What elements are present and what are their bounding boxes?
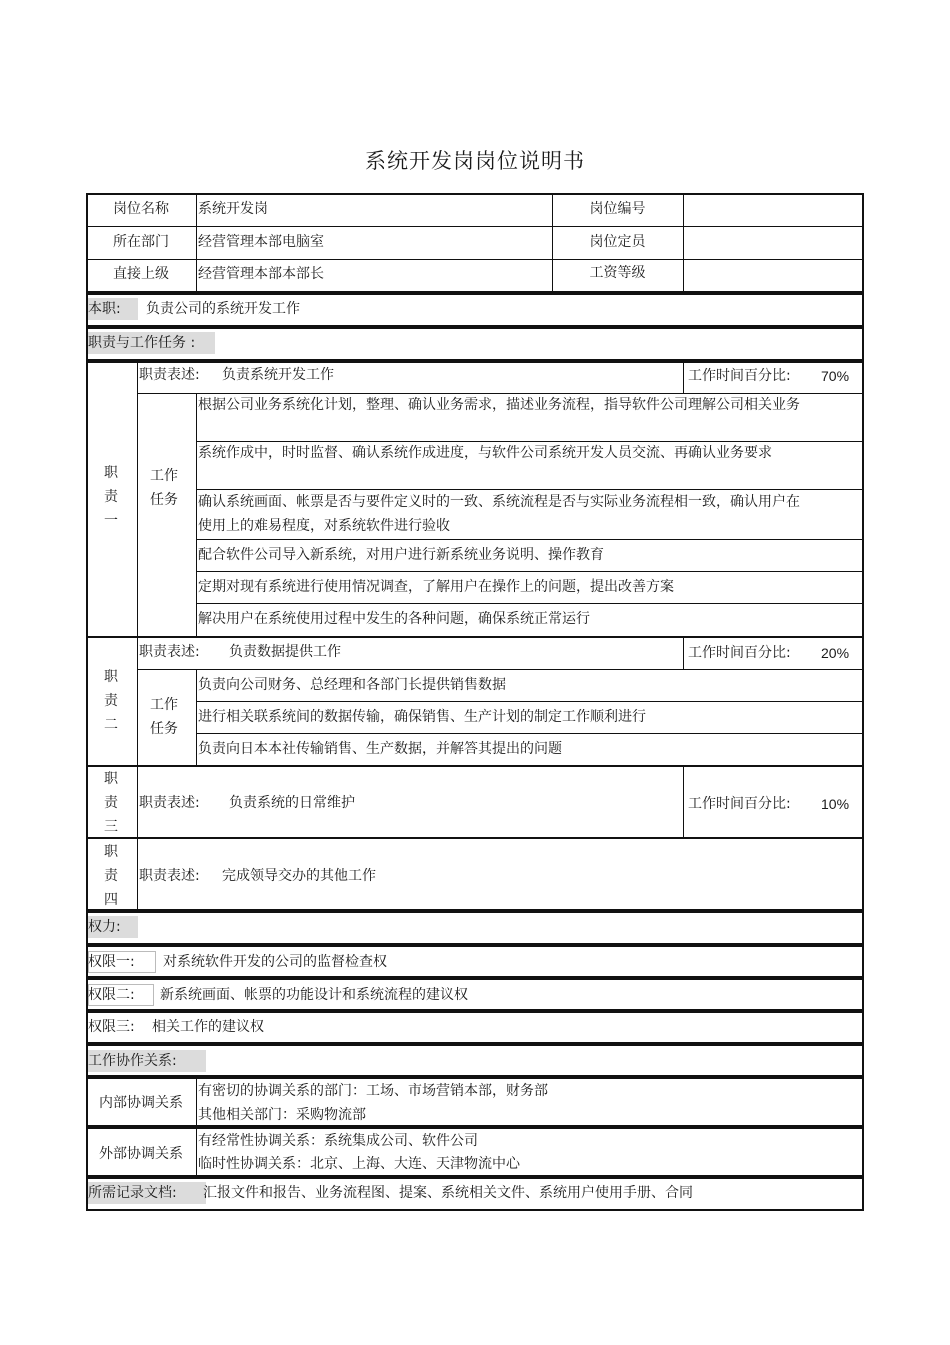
resp1-desc-label: 职责表述: [139,367,200,383]
resp4-side-label: 职 责 四 [104,844,118,908]
cooperation-label: 工作协作关系: [88,1053,177,1069]
resp1-task-4: 配合软件公司导入新系统，对用户进行新系统业务说明、操作教育 [198,547,604,563]
position-name-value: 系统开发岗 [198,201,268,217]
resp2-desc-label: 职责表述: [139,644,200,660]
resp3-side-label: 职 责 三 [104,771,118,835]
resp1-desc-value: 负责系统开发工作 [222,367,334,383]
resp1-pct-label: 工作时间百分比: [688,368,791,384]
resp2-pct-label: 工作时间百分比: [688,645,791,661]
superior-label: 直接上级 [113,266,169,282]
resp3-desc-label: 职责表述: [139,795,200,811]
resp1-side-label: 职 责 一 [104,465,118,529]
authority-1-value: 对系统软件开发的公司的监督检查权 [163,954,387,970]
resp1-task-5: 定期对现有系统进行使用情况调查，了解用户在操作上的问题，提出改善方案 [198,579,674,595]
external-label: 外部协调关系 [99,1146,183,1162]
records-label: 所需记录文档: [88,1185,177,1201]
position-no-label: 岗位编号 [589,201,646,217]
responsibilities-label: 职责与工作任务 : [88,335,196,351]
duty-value: 负责公司的系统开发工作 [146,301,300,317]
authority-2-value: 新系统画面、帐票的功能设计和系统流程的建议权 [160,987,468,1003]
resp1-task-3: 确认系统画面、帐票是否与要件定义时的一致、系统流程是否与实际业务流程相一致，确认用户在使用上的难易程度，对系统软件进行验收 [198,494,800,534]
page-title: 系统开发岗岗位说明书 [365,149,585,173]
authority-header [86,911,864,945]
resp3-desc-value: 负责系统的日常维护 [229,795,355,811]
resp2-desc-value: 负责数据提供工作 [229,644,341,660]
resp1-pct-value: 70% [821,368,850,384]
external-line-1: 有经常性协调关系：系统集成公司、软件公司 [198,1133,478,1149]
department-label: 所在部门 [113,234,169,250]
resp2-pct-value: 20% [821,645,850,661]
duty-label: 本职: [88,301,121,317]
authority-2-label: 权限二: [88,987,135,1003]
resp1-task-1: 根据公司业务系统化计划，整理、确认业务需求，描述业务流程，指导软件公司理解公司相关业务 [198,397,800,413]
resp4-desc-value: 完成领导交办的其他工作 [222,868,376,884]
external-line-2: 临时性协调关系：北京、上海、大连、天津物流中心 [198,1156,520,1172]
resp3-pct-label: 工作时间百分比: [688,796,791,812]
salary-label: 工资等级 [589,265,646,281]
authority-3-value: 相关工作的建议权 [152,1019,264,1035]
resp2-task-label: 工作 任务 [150,697,178,737]
internal-label: 内部协调关系 [99,1095,183,1111]
department-value: 经营管理本部电脑室 [198,234,324,250]
records-value: 汇报文件和报告、业务流程图、提案、系统相关文件、系统用户使用手册、合同 [203,1185,693,1201]
authority-label: 权力: [88,919,121,935]
headcount-label: 岗位定员 [589,234,646,250]
resp2-task-3: 负责向日本本社传输销售、生产数据，并解答其提出的问题 [198,741,562,757]
resp2-side-label: 职 责 二 [104,669,118,733]
resp2-task-1: 负责向公司财务、总经理和各部门长提供销售数据 [198,677,506,693]
resp1-task-6: 解决用户在系统使用过程中发生的各种问题，确保系统正常运行 [198,611,590,627]
authority-1-label: 权限一: [88,954,135,970]
resp2-task-2: 进行相关联系统间的数据传输，确保销售、生产计划的制定工作顺利进行 [198,709,646,725]
resp4-desc-label: 职责表述: [139,868,200,884]
authority-3-label: 权限三: [88,1019,135,1035]
resp1-task-label: 工作 任务 [150,468,178,508]
internal-line-1: 有密切的协调关系的部门：工场、市场营销本部，财务部 [198,1083,548,1099]
superior-value: 经营管理本部本部长 [198,266,324,282]
internal-line-2: 其他相关部门：采购物流部 [198,1107,366,1123]
resp1-task-2: 系统作成中，时时监督、确认系统作成进度，与软件公司系统开发人员交流、再确认业务要求 [198,445,772,461]
position-name-label: 岗位名称 [113,201,169,217]
resp3-pct-value: 10% [821,796,850,812]
